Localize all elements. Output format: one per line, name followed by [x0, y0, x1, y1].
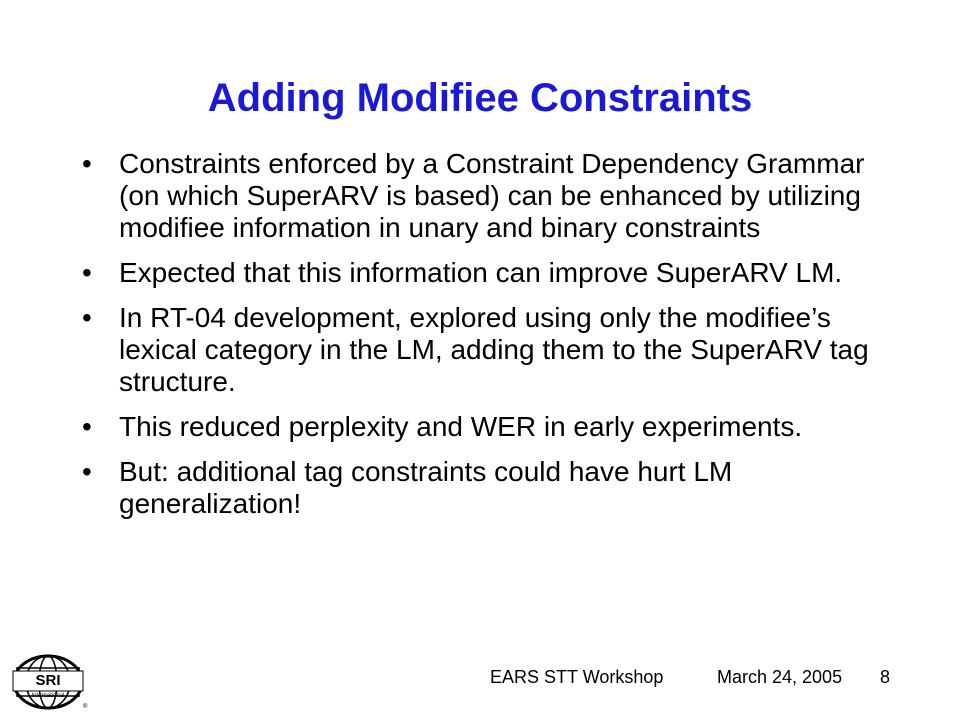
footer-page-number: 8 — [880, 667, 891, 687]
bullet-text: This reduced perplexity and WER in early experiments. — [119, 411, 803, 442]
bullet-list — [82, 148, 912, 533]
bullet-text: Expected that this information can improve SuperARV LM. — [119, 257, 843, 288]
bullet-icon: • — [82, 411, 92, 442]
svg-text:SRI: SRI — [35, 672, 61, 689]
bullet-item — [82, 257, 912, 289]
footer-event: EARS STT Workshop — [490, 667, 664, 687]
bullet-text: But: additional tag constraints could have hurt LM generalization! — [119, 456, 733, 519]
bullet-item — [82, 302, 912, 398]
sri-international-logo — [10, 652, 88, 712]
bullet-text: Constraints enforced by a Constraint Dependency Grammar (on which SuperARV is based) can be enhanced by utilizing modifiee information in unary and binary constraints — [119, 148, 865, 243]
footer-date: March 24, 2005 — [717, 667, 843, 687]
bullet-icon: • — [82, 456, 92, 487]
bullet-icon: • — [82, 148, 92, 179]
bullet-icon: • — [82, 257, 92, 288]
slide-title: Adding Modifiee Constraints — [207, 76, 753, 120]
bullet-item — [82, 148, 912, 244]
bullet-icon: • — [82, 302, 92, 333]
bullet-text: In RT-04 development, explored using only the modifiee’s lexical category in the LM, adding them to the SuperARV tag structure. — [119, 302, 869, 397]
bullet-item — [82, 411, 912, 443]
bullet-item — [82, 456, 912, 520]
svg-text:®: ® — [83, 704, 88, 710]
svg-text:International: International — [31, 693, 65, 699]
